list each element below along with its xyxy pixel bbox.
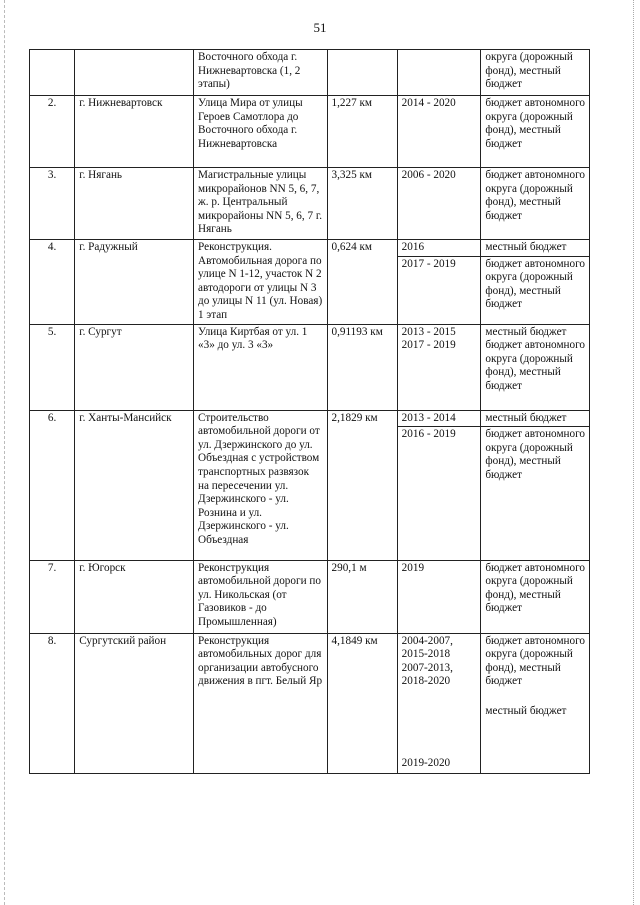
period: 2016 [398,240,481,257]
city-name: г. Радужный [75,240,194,325]
city-name: г. Нижневартовск [75,96,194,168]
funding-source: местный бюджет [481,411,589,428]
road-length: 2,1829 км [327,410,397,560]
period: 2019-2020 [401,756,451,769]
row-number: 8. [30,633,75,773]
period: 2014 - 2020 [397,96,481,168]
city-name: г. Нягань [75,168,194,240]
table-row [30,168,590,240]
page-number: 51 [313,20,327,35]
road-length: 1,227 км [327,96,397,168]
road-description: Строительство автомобильной дороги от ул. Дзержинского до ул. Объездная с устройством транспортных развязок на пересечении ул. Дзержинского - ул. Рознина и ул. Дзержинского - ул. Объездная [194,410,327,560]
city-name [75,50,194,96]
period: 2017 - 2019 [401,257,456,270]
road-length: 290,1 м [327,560,397,633]
table-row [30,560,590,633]
table-row [30,240,590,325]
road-length: 4,1849 км [327,633,397,773]
table-row [30,633,590,773]
road-description: Улица Мира от улицы Героев Самотлора до Восточного обхода г. Нижневартовска [194,96,327,168]
city-name: г. Ханты-Мансийск [75,410,194,560]
funding-source: округа (дорожный фонд), местный бюджет [481,50,590,96]
road-description: Реконструкция автомобильных дорог для организации автобусного движения в пгт. Белый Яр [194,633,327,773]
row-number: 7. [30,560,75,633]
table-row [30,50,590,96]
period: 2006 - 2020 [397,168,481,240]
row-number [30,50,75,96]
funding-source: бюджет автономного округа (дорожный фонд), местный бюджет [485,339,586,392]
funding-source: местный бюджет [485,704,567,717]
funding-source: местный бюджет [485,325,567,338]
road-length [327,50,397,96]
row-number: 5. [30,324,75,410]
road-length: 3,325 км [327,168,397,240]
road-length: 0,91193 км [327,324,397,410]
row-number: 3. [30,168,75,240]
period: 2016 - 2019 [401,428,456,441]
table-row [30,324,590,410]
row-number: 4. [30,240,75,325]
city-name: г. Югорск [75,560,194,633]
funding-source: бюджет автономного округа (дорожный фонд), местный бюджет [481,560,590,633]
funding-source: местный бюджет [481,240,589,257]
table-row [30,96,590,168]
period: 2013 - 2014 [398,411,481,428]
road-description: Восточного обхода г. Нижневартовска (1, 2 этапы) [194,50,327,96]
period: 2019 [397,560,481,633]
funding-source: бюджет автономного округа (дорожный фонд), местный бюджет [485,634,586,688]
road-description: Реконструкция. Автомобильная дорога по улице N 1-12, участок N 2 автодороги от улицы N 3 до улицы N 11 (ул. Новая) 1 этап [194,240,327,325]
row-number: 6. [30,410,75,560]
roads-table [29,49,590,774]
funding-source: бюджет автономного округа (дорожный фонд), местный бюджет [481,96,590,168]
road-length: 0,624 км [327,240,397,325]
period: 2013 - 2015 [401,325,456,338]
road-description: Улица Киртбая от ул. 1 «3» до ул. 3 «3» [194,324,327,410]
funding-source: бюджет автономного округа (дорожный фонд), местный бюджет [485,428,586,481]
scan-edge-left [0,0,5,905]
row-number: 2. [30,96,75,168]
table-row [30,410,590,560]
city-name: Сургутский район [75,633,194,773]
funding-source: бюджет автономного округа (дорожный фонд), местный бюджет [485,257,586,311]
road-description: Реконструкция автомобильной дороги по ул. Никольская (от Газовиков - до Промышленная) [194,560,327,633]
funding-source: бюджет автономного округа (дорожный фонд), местный бюджет [481,168,590,240]
period: 2017 - 2019 [401,339,456,352]
road-description: Магистральные улицы микрорайонов NN 5, 6, 7, ж. р. Центральный микрорайоны NN 5, 6, 7 г. Нягань [194,168,327,240]
period [397,50,481,96]
period: 2004-2007, 2015-2018 2007-2013, 2018-2020 [401,634,453,688]
city-name: г. Сургут [75,324,194,410]
scan-edge-right [633,0,640,905]
